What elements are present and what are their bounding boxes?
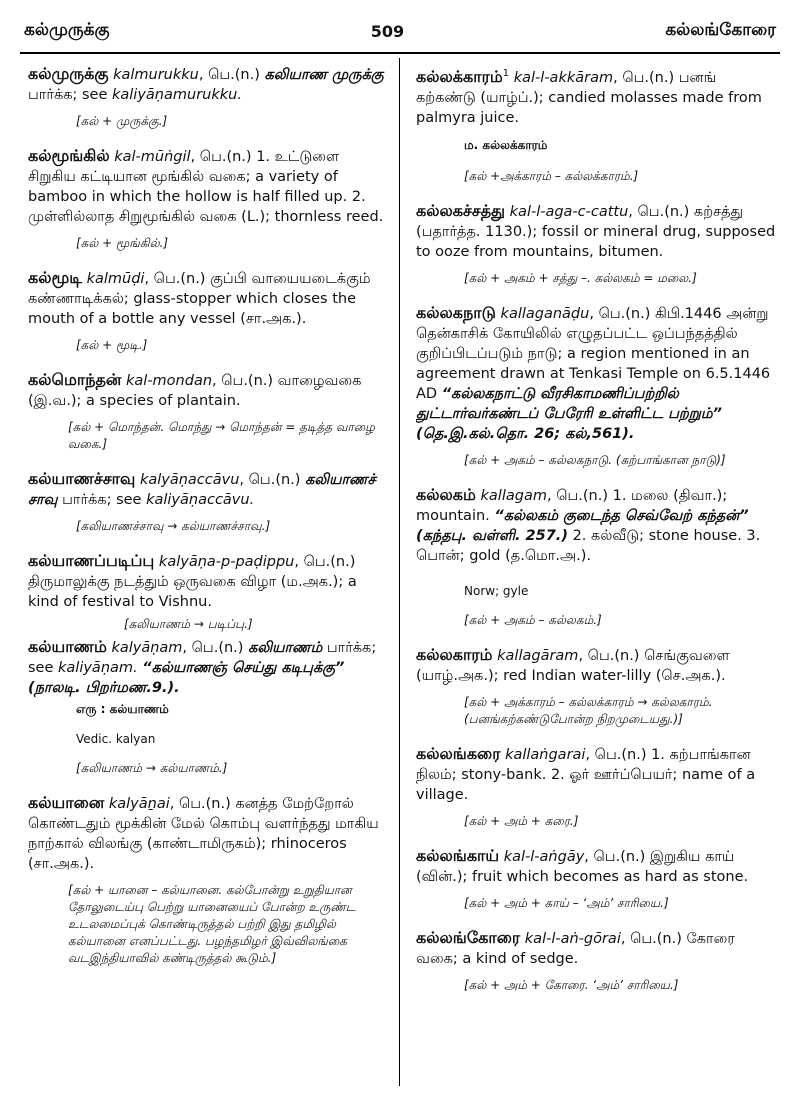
definition: பெ.(n.) திருமாலுக்கு நடத்தும் ஒருவகை விழா (ம.அக.); a kind of festival to Vishnu. [28,554,357,610]
transliteration: kal-l-aṅgāy [503,848,585,865]
etymology-note: [கல் + முருக்கு.] [76,114,168,128]
transliteration: kal-l-akkāram [513,69,614,86]
headword: கல்லக்காரம் [416,66,503,86]
etymology-note: [கல் + அகம் + சத்து –. கல்லகம் = மலை.] [464,270,697,285]
definition: பெ.(n.) 1. உட்டுளை சிறுகிய கட்டியான மூங்கில் வகை; a variety of bamboo in which the hollow is half filled up. 2. முள்ளில்லாத சிறுமூங்கில் வகை (L.); thornless reed. [28,149,384,225]
entry-kallagaccattu: கல்லகச்சத்து kal-l-aga-c-cattu, பெ.(n.) கற்சத்து (பதார்த்த. 1130.); fossil or mineral drug, supposed to ooze from mountains, bitumen. [416,200,776,260]
cognate-malayalam: ம. கல்லக்காரம் [464,137,548,152]
transliteration: kalmūḍi [86,271,145,287]
etymology-note: [கல் + அக்காரம் – கல்லக்காரம் → கல்லகாரம். (பனங்கற்கண்டுபோன்ற நிறமுடையது.)] [464,694,713,726]
headword: கல்லங்கரை [416,743,501,763]
transliteration: kal-mondan [126,373,213,389]
transliteration: kallaganāḍu [500,305,590,322]
headword: கல்மொந்தன் [28,370,122,389]
headword: கல்யாணச்சாவு [28,469,136,488]
quotation: “கல்லகம் குடைந்த செவ்வேற் கந்தன்” (கந்தபு. வள்ளி. 257.) [416,507,749,544]
see-text: பார்க்க; see [62,492,142,508]
see-text: பார்க்க; see [28,87,108,103]
headword: கல்யாணம் [28,637,107,656]
cognate-norwegian: Norw; gyle [464,583,529,598]
entry-kalmurukku: கல்முருக்கு kalmurukku, பெ.(n.) கலியாண முருக்கு பார்க்க; see kaliyāṇamurukku. [28,64,384,103]
transliteration: kal-mūṅgil [114,149,191,165]
definition: பெ.(n.) செங்குவளை (யாழ்.அக.); red Indian water-lilly (செ.அக.). [416,647,730,684]
part-of-speech: பெ.(n.) [248,472,301,488]
entry-kalmungil: கல்மூங்கில் kal-mūṅgil, பெ.(n.) 1. உட்டுளை சிறுகிய கட்டியான மூங்கில் வகை; a variety of bamboo in which the hollow is half filled up. 2. முள்ளில்லாத சிறுமூங்கில் வகை (L.); thornless reed. [28,146,384,225]
quotation: “கல்யாணஞ் செய்து கடிபுக்கு” (நாலடி. பிறர்மண.9.). [28,660,345,696]
homonym-number: 1 [502,68,510,79]
etymology-note: [கல் + மூங்கில்.] [76,236,169,250]
transliteration: kalyāṇa-p-paḍippu [158,554,295,570]
entry-kallagaram: கல்லகாரம் kallagāram, பெ.(n.) செங்குவளை (யாழ்.அக.); red Indian water-lilly (செ.அக.). [416,644,730,684]
entry-kalyanam: கல்யாணம் kalyāṇam, பெ.(n.) கலியாணம் பார்க்க; see kaliyāṇam. “கல்யாணஞ் செய்து கடிபுக்கு” (நாலடி. பிறர்மண.9.). [28,637,377,696]
entry-kalmudi: கல்மூடி kalmūḍi, பெ.(n.) குப்பி வாயையடைக்கும் கண்ணாடிக்கல்; glass-stopper which closes the mouth of a bottle any vessel (சா.அக.). [28,268,371,327]
page-header [24,16,776,46]
headword: கல்லகாரம் [416,644,493,664]
headword: கல்யானை [28,793,105,812]
transliteration: kallagam [480,487,547,504]
etymology-note: [கல் +அக்காரம் – கல்லக்காரம்.] [464,168,639,183]
etymology-note: [கலியாணம் → கல்யாணம்.] [76,761,228,775]
cross-reference-translit: kaliyāṇaccāvu. [146,492,255,508]
entry-kallagam: கல்லகம் kallagam, பெ.(n.) 1. மலை (திவா.); mountain. “கல்லகம் குடைந்த செவ்வேற் கந்தன்” (கந்தபு. வள்ளி. 257.) 2. கல்வீடு; stone house. 3. பொன்; gold (த.மொ.அ.). [416,484,761,564]
headword: கல்மூங்கில் [28,146,110,165]
part-of-speech: பெ.(n.) [191,640,244,656]
transliteration: kalmurukku [113,67,199,83]
headword: கல்லங்கோரை [416,927,521,947]
etymology-note: [கல் + அம் + கோரை. ‘அம்’ சாரியை.] [464,977,679,992]
transliteration: kalyāṇaccāvu [139,472,240,488]
definition: பெ.(n.) கோரை வகை; a kind of sedge. [416,930,735,967]
column-divider [399,58,400,1086]
headword: கல்மூடி [28,268,82,287]
etymology-note: [கல் + அகம் – கல்லகநாடு. (கற்பாங்கான நாடு)] [464,452,726,467]
entry-kalyanaccavu: கல்யாணச்சாவு kalyāṇaccāvu, பெ.(n.) கலியாணச் சாவு பார்க்க; see kaliyāṇaccāvu. [28,469,376,508]
definition: பெ.(n.) 1. மலை (திவா.); mountain. [416,487,728,524]
entry-kallangorai: கல்லங்கோரை kal-l-aṅ-gōrai, பெ.(n.) கோரை வகை; a kind of sedge. [416,927,735,967]
header-rule [20,52,780,54]
etymology-note: [கல் + மூடி.] [76,338,148,352]
transliteration: kalyāṇam [111,640,183,656]
definition-continued: 2. கல்வீடு; stone house. 3. பொன்; gold (த.மொ.அ.). [416,527,761,564]
entry-kallangarai: கல்லங்கரை kallaṅgarai, பெ.(n.) 1. கற்பாங்கான நிலம்; stony-bank. 2. ஓர் ஊர்ப்பெயர்; name of a village. [416,743,756,803]
cross-reference: கலியாணம் [248,640,323,656]
etymology-note: [கல் + யானை – கல்யானை. கல்போன்று உறுதியான தோலுடைய்பு பெற்று யானையைப் போன்ற உருண்ட உடலமைப்புக் கொண்டிருத்தல் பற்றி இது தமிழில் கல்யானை எனப்பட்டது. பழந்தமிழர் இவ்விலங்கை வடஇந்தியாவில் கண்டிருத்தல் கூடும்.] [68,883,356,965]
entry-kalyanappadippu: கல்யாணப்படிப்பு kalyāṇa-p-paḍippu, பெ.(n.) திருமாலுக்கு நடத்தும் ஒருவகை விழா (ம.அக.); a kind of festival to Vishnu. [28,551,357,610]
etymology-note: [கல் + அகம் – கல்லகம்.] [464,612,602,627]
cognate-vedic: Vedic. kalyan [76,732,156,746]
left-column [28,64,390,967]
cross-reference-translit: kaliyāṇam. [58,660,138,676]
cognate-tamil: எரு : கல்யாணம் [76,702,169,716]
etymology-note: [கல் + அம் + கரை.] [464,813,579,828]
page-number: 509 [370,21,405,41]
definition: பெ.(n.) கிபி.1446 அன்று தென்காசிக் கோயிலில் எழுதப்பட்ட ஒப்பந்தத்தில் குறிப்பிடப்படும் நாடு; a region mentioned in an agreement drawn at Tenkasi Temple on 6.5.1446 AD [416,305,771,402]
definition: பெ.(n.) வாழைவகை (இ.வ.); a species of plantain. [28,373,362,409]
headword: கல்லகச்சத்து [416,200,506,220]
etymology-note: [கலியாணச்சாவு → கல்யாணச்சாவு.] [76,519,271,533]
etymology-note: [கல் + மொந்தன். மொந்து → மொந்தன் = தடித்த வாழை வகை.] [68,420,375,451]
transliteration: kallaṅgarai [505,746,586,763]
transliteration: kallagāram [497,647,579,664]
entry-kalyanai: கல்யானை kalyāṉai, பெ.(n.) கனத்த மேற்றோல் கொண்டதும் மூக்கின் மேல் கொம்பு வளர்ந்தது மாகிய நாற்கால் விலங்கு (காண்டாமிருகம்); rhinoceros (சா.அக.). [28,793,379,872]
cross-reference: கலியாண முருக்கு [264,67,384,83]
entry-kalmondan: கல்மொந்தன் kal-mondan, பெ.(n.) வாழைவகை (இ.வ.); a species of plantain. [28,370,362,409]
transliteration: kal-l-aga-c-cattu [509,203,629,220]
headword: கல்லங்காய் [416,845,500,865]
definition: பெ.(n.) பனங் கற்கண்டு (யாழ்ப்.); candied molasses made from palmyra juice. [416,69,762,126]
headword: கல்யாணப்படிப்பு [28,551,155,570]
see-text: பார்க்க; see [28,640,377,676]
definition: பெ.(n.) இறுகிய காய் (வின்.); fruit which becomes as hard as stone. [416,848,749,885]
etymology-note: [கலியாணம் → படிப்பு.] [124,617,253,631]
cross-reference-translit: kaliyāṇamurukku. [112,87,242,103]
etymology-note: [கல் + அம் + காய் – ‘அம்’ சாரியை.] [464,895,669,910]
entry-kallakkaram: கல்லக்காரம்$^1$ kal-l-akkāram, பெ.(n.) பனங் கற்கண்டு (யாழ்ப்.); candied molasses made from palmyra juice. [416,66,762,126]
definition: பெ.(n.) 1. கற்பாங்கான நிலம்; stony-bank. 2. ஓர் ஊர்ப்பெயர்; name of a village. [416,746,756,803]
transliteration: kal-l-aṅ-gōrai [524,930,621,947]
quotation: “கல்லகநாட்டு வீரசிகாமணிப்பற்றில் துட்டார்வர்கண்டப் பேரேரி உள்ளிட்ட பற்றும்” (தெ.இ.கல்.தொ. 26; கல்,561). [416,385,722,442]
entry-kallaganadu: கல்லகநாடு kallaganāḍu, பெ.(n.) கிபி.1446 அன்று தென்காசிக் கோயிலில் எழுதப்பட்ட ஒப்பந்தத்தில் குறிப்பிடப்படும் நாடு; a region mentioned in an agreement drawn at Tenkasi Temple on 6.5.1446 AD “கல்லகநாட்டு வீரசிகாமணிப்பற்றில் துட்டார்வர்கண்டப் பேரேரி உள்ளிட்ட பற்றும்” (தெ.இ.கல்.தொ. 26; கல்,561). [416,302,771,442]
definition: பெ.(n.) குப்பி வாயையடைக்கும் கண்ணாடிக்கல்; glass-stopper which closes the mouth of a bottle any vessel (சா.அக.). [28,271,371,327]
definition: பெ.(n.) கற்சத்து (பதார்த்த. 1130.); fossil or mineral drug, supposed to ooze from mountains, bitumen. [416,203,776,260]
cross-reference: கலியாணச் சாவு [28,472,376,508]
part-of-speech: பெ.(n.) [208,67,260,83]
headword: கல்லகம் [416,484,476,504]
right-column [416,64,778,994]
headword: கல்முருக்கு [28,64,109,83]
header-left-guideword: கல்முருக்கு [24,20,110,40]
entry-kallangay: கல்லங்காய் kal-l-aṅgāy, பெ.(n.) இறுகிய காய் (வின்.); fruit which becomes as hard as stone. [416,845,749,885]
headword: கல்லகநாடு [416,302,496,322]
header-right-guideword: கல்லங்கோரை [665,20,776,40]
transliteration: kalyāṉai [108,796,170,812]
definition: பெ.(n.) கனத்த மேற்றோல் கொண்டதும் மூக்கின் மேல் கொம்பு வளர்ந்தது மாகிய நாற்கால் விலங்கு (காண்டாமிருகம்); rhinoceros (சா.அக.). [28,796,379,872]
